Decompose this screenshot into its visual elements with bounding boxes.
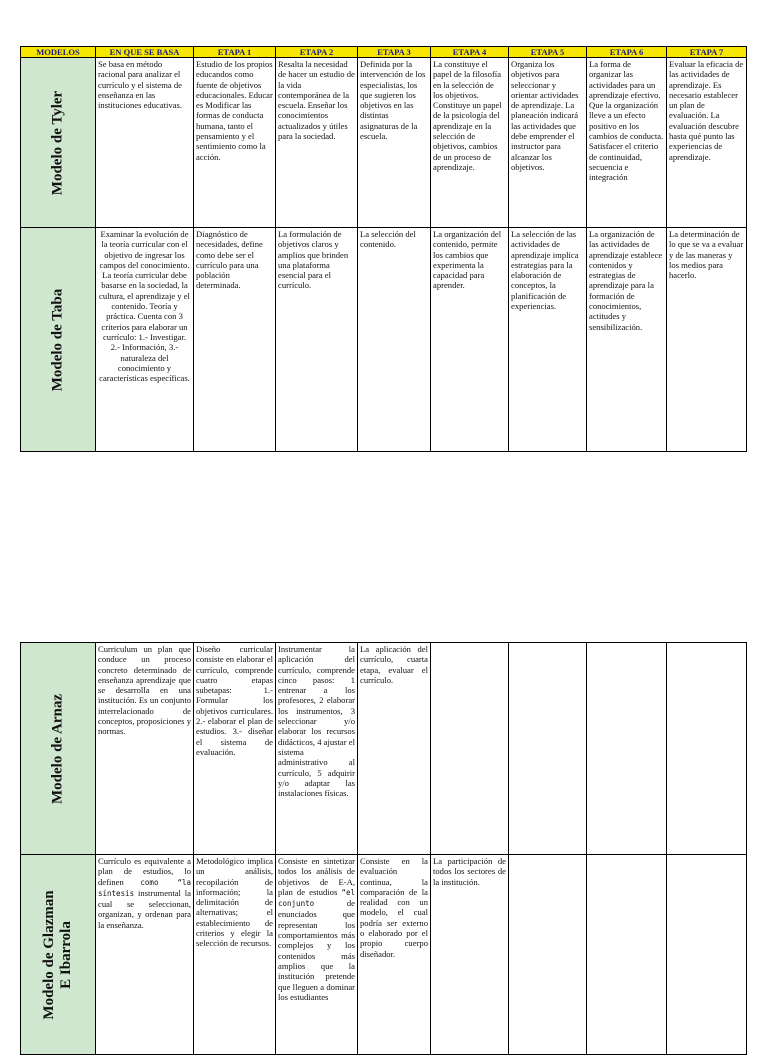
tyler-row (21, 58, 747, 228)
glazman-basis-text-b: instrumental la cual se seleccionan, organizan, y ordenan para la enseñanza. (98, 887, 191, 930)
taba-label-cell (21, 228, 96, 452)
glazman-etapa-2-text-a: Consiste en sintetizar todos los análisis de objetivos de E-A, plan de estudios (278, 856, 355, 897)
glazman-basis-text-a: Currículo es equivalente a plan de estudios, lo definen (98, 856, 191, 887)
taba-etapa-2: La formulación de objetivos claros y amplios que brinden una plataforma esencial para el currículo. (276, 228, 358, 452)
taba-etapa-4: La organización del contenido, permite los cambios que experimenta la capacidad para aprender. (431, 228, 509, 452)
header-etapa-6: ETAPA 6 (587, 47, 667, 58)
glazman-label-cell (21, 855, 96, 1055)
arnaz-etapa-6 (587, 643, 667, 855)
glazman-etapa-2 (276, 855, 358, 1055)
tyler-etapa-3: Definida por la intervención de los especialistas, los que sugieren los objetivos en las distintas asignaturas de la escuela. (358, 58, 431, 228)
glazman-etapa-2-text-b: de enunciados que representan los comportamientos más complejos y los contenidos más amplios que la institución pretende que lleguen a dominar los estudiantes (278, 898, 355, 1002)
arnaz-etapa-1: Diseño curricular consiste en elaborar el currículo, comprende cuatro etapas subetapas: 1.- Formular los objetivos curriculares. 2.- elaborar el plan de estudios. 3.- diseñar el sistema de evaluación. (194, 643, 276, 855)
taba-etapa-1: Diagnóstico de necesidades, define como debe ser el currículo para una población determinada. (194, 228, 276, 452)
header-etapa-3: ETAPA 3 (358, 47, 431, 58)
glazman-etapa-3: Consiste en la evaluación continua, la comparación de la realidad con un modelo, el cual podría ser externo o elaborado por el propio cuerpo diseñador. (358, 855, 431, 1055)
arnaz-etapa-7 (667, 643, 747, 855)
header-row (21, 47, 747, 58)
header-etapa-4: ETAPA 4 (431, 47, 509, 58)
glazman-basis-quote: como “la síntesis (98, 877, 191, 898)
taba-label: Modelo de Taba (49, 288, 66, 391)
header-etapa-2: ETAPA 2 (276, 47, 358, 58)
glazman-basis (96, 855, 194, 1055)
tyler-etapa-4: La constituye el papel de la filosofía en la selección de los objetivos. Constituye un papel de la psicología del aprendizaje en la selección de objetivos, cambios de un proceso de aprendizaje. (431, 58, 509, 228)
arnaz-label: Modelo de Arnaz (49, 693, 66, 804)
glazman-etapa-7 (667, 855, 747, 1055)
arnaz-etapa-5 (509, 643, 587, 855)
glazman-label (41, 890, 75, 1019)
tyler-label: Modelo de Tyler (49, 90, 66, 195)
arnaz-row (21, 643, 747, 855)
header-etapa-5: ETAPA 5 (509, 47, 587, 58)
glazman-etapa-2-quote: “el conjunto (278, 887, 355, 909)
header-en-que-se-basa: EN QUE SE BASA (96, 47, 194, 58)
arnaz-etapa-2: Instrumentar la aplicación del currículo, comprende cinco pasos: 1 entrenar a los profesores, 2 elaborar los instrumentos, 3 seleccionar y/o elaborar los recursos didácticos, 4 ajustar el sistema administrativo al currículo, 5 adquirir y/o adaptar las instalaciones físicas. (276, 643, 358, 855)
models-table-top (20, 46, 747, 452)
taba-basis: Examinar la evolución de la teoría curricular con el objetivo de ingresar los campos del conocimiento. La teoría curricular debe basarse en la sociedad, la cultura, el aprendizaje y el contenido. Teoría y práctica. Cuenta con 3 criterios para elaborar un currículo: 1.- Investigar. 2.- Información, 3.- naturaleza del conocimiento y características específicas. (96, 228, 194, 452)
header-etapa-7: ETAPA 7 (667, 47, 747, 58)
glazman-label-line-2: E Ibarrola (58, 920, 74, 989)
glazman-etapa-6 (587, 855, 667, 1055)
arnaz-etapa-3: La aplicación del currículo, cuarta etapa, evaluar el currículo. (358, 643, 431, 855)
glazman-etapa-4: La participación de todos los sectores de la institución. (431, 855, 509, 1055)
tyler-basis: Se basa en método racional para analizar el currículo y el sistema de enseñanza en las instituciones educativas. (96, 58, 194, 228)
glazman-row (21, 855, 747, 1055)
models-table-bottom (20, 642, 747, 1055)
arnaz-basis: Curriculum un plan que conduce un proceso concreto determinado de enseñanza aprendizaje que se desarrolla en una institución. Es un conjunto interrelacionado de conceptos, proposiciones y normas. (96, 643, 194, 855)
glazman-label-line-1: Modelo de Glazman (41, 889, 57, 1020)
taba-etapa-3: La selección del contenido. (358, 228, 431, 452)
tyler-etapa-7: Evaluar la eficacia de las actividades de aprendizaje. Es necesario establecer un plan de evaluación. La evaluación descubre hasta qué punto las experiencias de aprendizaje. (667, 58, 747, 228)
header-etapa-1: ETAPA 1 (194, 47, 276, 58)
glazman-etapa-1: Metodológico implica un análisis, recopilación de información; la delimitación de alternativas; el establecimiento de criterios y elegir la selección de recursos. (194, 855, 276, 1055)
header-modelos: MODELOS (21, 47, 96, 58)
taba-etapa-7: La determinación de lo que se va a evaluar y de las maneras y los medios para hacerlo. (667, 228, 747, 452)
taba-etapa-6: La organización de las actividades de aprendizaje establece contenidos y estrategias de aprendizaje para la formación de conocimientos, actitudes y sensibilización. (587, 228, 667, 452)
tyler-etapa-5: Organiza los objetivos para seleccionar y orientar actividades de aprendizaje. La planeación indicará las actividades que debe emprender el instructor para alcanzar los objetivos. (509, 58, 587, 228)
taba-etapa-5: La selección de las actividades de aprendizaje implica estrategias para la elaboración de conceptos, la planificación de experiencias. (509, 228, 587, 452)
taba-row (21, 228, 747, 452)
arnaz-label-cell (21, 643, 96, 855)
glazman-etapa-5 (509, 855, 587, 1055)
arnaz-etapa-4 (431, 643, 509, 855)
tyler-etapa-6: La forma de organizar las actividades para un aprendizaje efectivo. Que la organización lleve a un efecto positivo en los cambios de conducta. Satisfacer el criterio de continuidad, secuencia e integración (587, 58, 667, 228)
tyler-etapa-1: Estudio de los propios educandos como fuente de objetivos educacionales. Educar es Modificar las formas de conducta humana, tanto el pensamiento y el sentimiento como la acción. (194, 58, 276, 228)
tyler-etapa-2: Resalta la necesidad de hacer un estudio de la vida contemporánea de la escuela. Enseñar los conocimientos actualizados y útiles para la sociedad. (276, 58, 358, 228)
tyler-label-cell (21, 58, 96, 228)
